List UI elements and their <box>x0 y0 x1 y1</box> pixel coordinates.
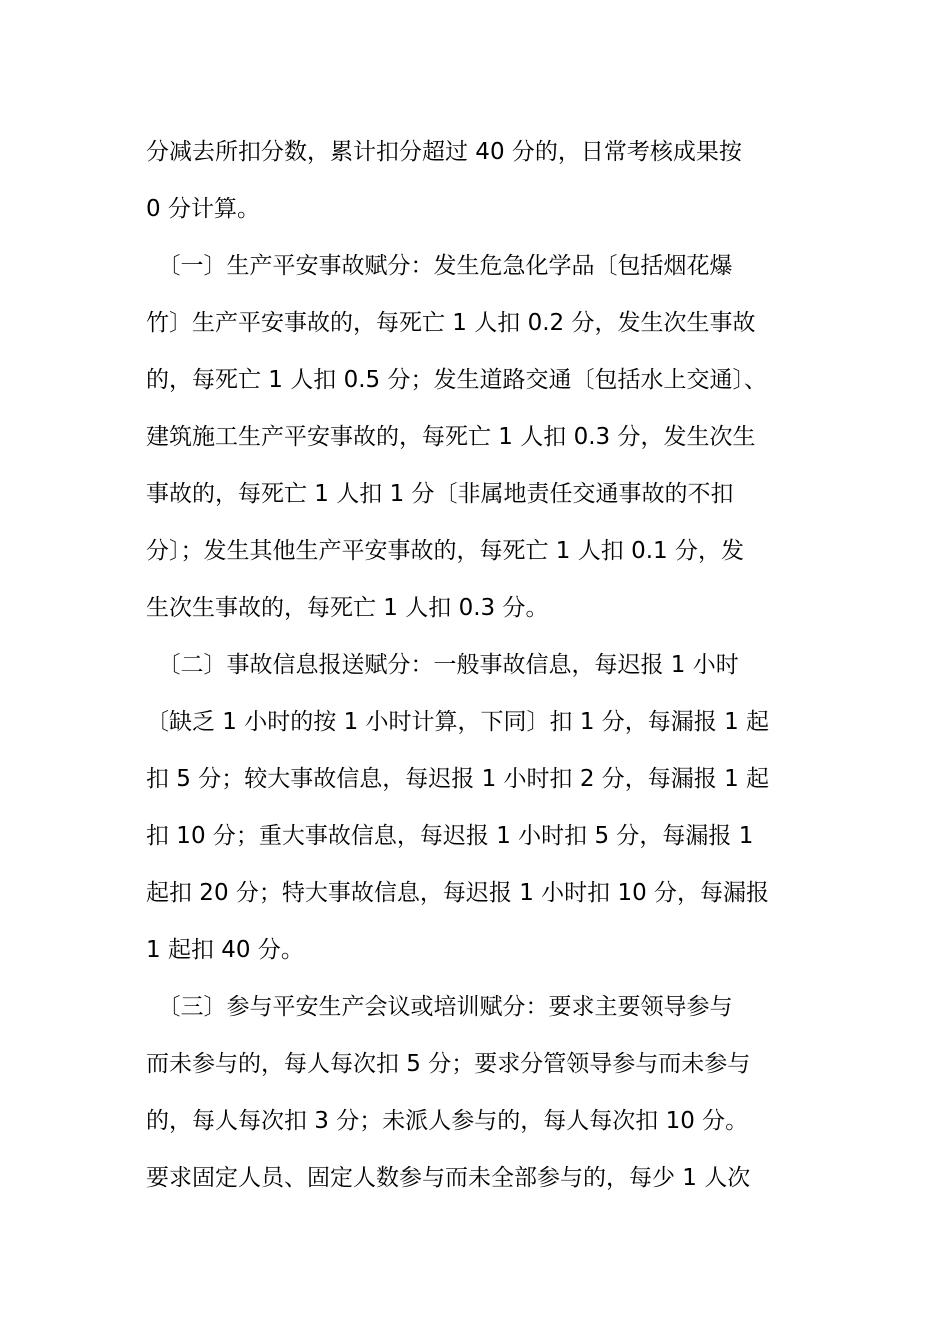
text-line: 的，每死亡 1 人扣 0.5 分；发生道路交通〔包括水上交通〕、 <box>146 367 767 393</box>
text-line: 而未参与的，每人每次扣 5 分；要求分管领导参与而未参与 <box>146 1051 751 1077</box>
text-line: 扣 10 分；重大事故信息，每迟报 1 小时扣 5 分，每漏报 1 <box>146 823 754 849</box>
text-line: 起扣 20 分；特大事故信息，每迟报 1 小时扣 10 分，每漏报 <box>146 880 770 906</box>
text-line: 分〕；发生其他生产平安事故的，每死亡 1 人扣 0.1 分，发 <box>146 538 744 564</box>
text-line: 〔缺乏 1 小时的按 1 小时计算，下同〕扣 1 分，每漏报 1 起 <box>146 709 770 735</box>
text-line: 的，每人每次扣 3 分；未派人参与的，每人每次扣 10 分。 <box>146 1108 749 1134</box>
text-line: 竹〕生产平安事故的，每死亡 1 人扣 0.2 分，发生次生事故 <box>146 310 756 336</box>
body-text <box>146 124 816 1207</box>
text-line: 〔二〕事故信息报送赋分：一般事故信息，每迟报 1 小时 <box>146 652 739 678</box>
text-line: 1 起扣 40 分。 <box>146 937 304 963</box>
text-line: 扣 5 分；较大事故信息，每迟报 1 小时扣 2 分，每漏报 1 起 <box>146 766 770 792</box>
text-line: 要求固定人员、固定人数参与而未全部参与的，每少 1 人次 <box>146 1165 751 1191</box>
text-line: 分减去所扣分数，累计扣分超过 40 分的，日常考核成果按 <box>146 139 742 165</box>
text-line: 建筑施工生产平安事故的，每死亡 1 人扣 0.3 分，发生次生 <box>146 424 756 450</box>
text-line: 0 分计算。 <box>146 196 260 222</box>
text-line: 生次生事故的，每死亡 1 人扣 0.3 分。 <box>146 595 549 621</box>
text-line: 〔三〕参与平安生产会议或培训赋分：要求主要领导参与 <box>146 994 733 1020</box>
text-line: 事故的，每死亡 1 人扣 1 分〔非属地责任交通事故的不扣 <box>146 481 734 507</box>
text-line: 〔一〕生产平安事故赋分：发生危急化学品〔包括烟花爆 <box>146 253 733 279</box>
